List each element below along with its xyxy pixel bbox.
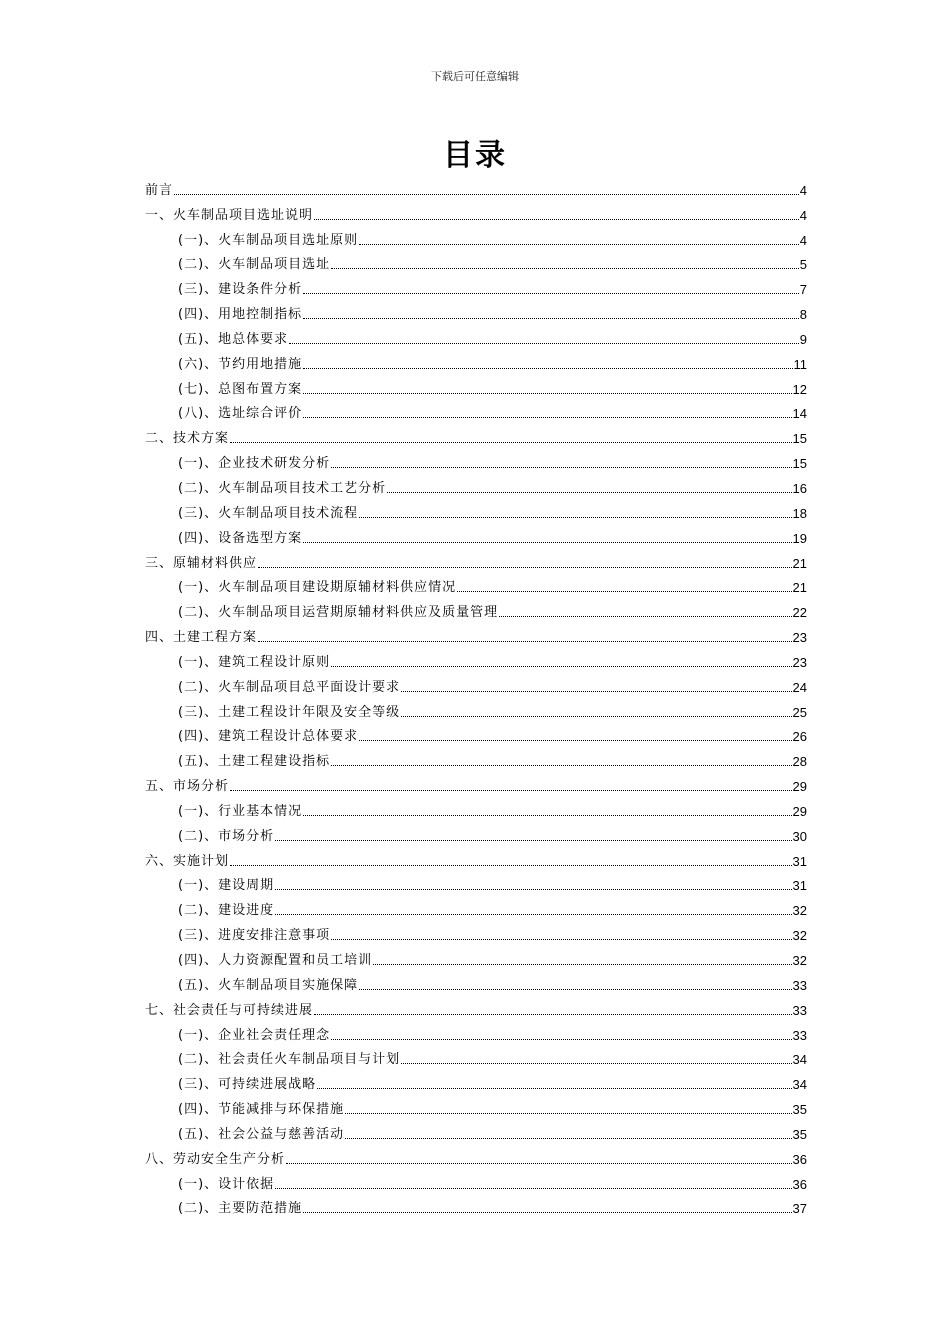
toc-entry[interactable] <box>145 1118 807 1143</box>
toc-entry-page-number: 32 <box>792 928 807 944</box>
toc-entry[interactable] <box>145 323 807 348</box>
toc-entry[interactable] <box>145 174 807 199</box>
toc-entry-label: 七、社会责任与可持续进展 <box>145 1002 314 1018</box>
toc-entry-label: (三)、建设条件分析 <box>178 282 303 298</box>
toc-entry[interactable] <box>145 994 807 1019</box>
toc-entry[interactable] <box>145 497 807 522</box>
toc-dot-leader <box>457 591 791 592</box>
toc-entry-label: (二)、火车制品项目总平面设计要求 <box>178 679 401 695</box>
toc-dot-leader <box>230 442 792 443</box>
toc-entry-label: (二)、主要防范措施 <box>178 1201 303 1217</box>
toc-entry-page-number: 32 <box>792 903 807 919</box>
toc-entry-page-number: 37 <box>792 1201 807 1217</box>
toc-entry-page-number: 31 <box>792 878 807 894</box>
toc-entry[interactable] <box>145 1044 807 1069</box>
toc-entry-label: (一)、企业技术研发分析 <box>178 456 331 472</box>
toc-entry[interactable] <box>145 1168 807 1193</box>
toc-entry-page-number: 35 <box>792 1126 807 1142</box>
toc-dot-leader <box>314 219 799 220</box>
toc-entry[interactable] <box>145 1019 807 1044</box>
toc-dot-leader <box>303 417 791 418</box>
toc-entry[interactable] <box>145 621 807 646</box>
toc-entry-page-number: 4 <box>799 207 807 223</box>
toc-entry[interactable] <box>145 721 807 746</box>
toc-entry-label: (三)、进度安排注意事项 <box>178 928 331 944</box>
toc-entry-page-number: 22 <box>792 605 807 621</box>
toc-dot-leader <box>230 790 792 791</box>
toc-entry-label: (四)、用地控制指标 <box>178 307 303 323</box>
toc-entry-label: 五、市场分析 <box>145 779 230 795</box>
toc-dot-leader <box>258 567 792 568</box>
toc-dot-leader <box>275 1188 791 1189</box>
toc-dot-leader <box>331 939 791 940</box>
toc-entry-label: (八)、选址综合评价 <box>178 406 303 422</box>
toc-entry-page-number: 28 <box>792 754 807 770</box>
toc-entry-page-number: 15 <box>792 431 807 447</box>
toc-entry-page-number: 14 <box>792 406 807 422</box>
toc-entry[interactable] <box>145 1143 807 1168</box>
toc-dot-leader <box>373 964 791 965</box>
toc-entry-page-number: 19 <box>792 530 807 546</box>
toc-entry[interactable] <box>145 870 807 895</box>
toc-entry-page-number: 11 <box>793 356 807 372</box>
toc-entry-label: (一)、设计依据 <box>178 1176 275 1192</box>
toc-entry-label: (七)、总图布置方案 <box>178 381 303 397</box>
toc-entry-page-number: 33 <box>792 1002 807 1018</box>
toc-dot-leader <box>499 616 791 617</box>
page-header: 下载后可任意编辑 <box>431 70 519 83</box>
toc-dot-leader <box>286 1163 792 1164</box>
toc-entry-label: (一)、火车制品项目建设期原辅材料供应情况 <box>178 580 457 596</box>
toc-entry-label: 四、土建工程方案 <box>145 630 258 646</box>
toc-entry-page-number: 36 <box>792 1176 807 1192</box>
toc-dot-leader <box>230 865 792 866</box>
toc-entry-page-number: 7 <box>799 282 807 298</box>
toc-dot-leader <box>275 889 791 890</box>
toc-dot-leader <box>303 815 791 816</box>
toc-entry-page-number: 33 <box>792 1027 807 1043</box>
toc-entry[interactable] <box>145 522 807 547</box>
toc-entry-label: (二)、市场分析 <box>178 828 275 844</box>
toc-entry-label: 一、火车制品项目选址说明 <box>145 207 314 223</box>
toc-entry-page-number: 21 <box>792 580 807 596</box>
toc-entry-label: (四)、节能减排与环保措施 <box>178 1102 345 1118</box>
toc-entry-label: (二)、社会责任火车制品项目与计划 <box>178 1052 401 1068</box>
toc-entry[interactable] <box>145 1068 807 1093</box>
toc-entry-page-number: 34 <box>792 1052 807 1068</box>
toc-dot-leader <box>258 641 792 642</box>
toc-entry-label: (五)、火车制品项目实施保障 <box>178 977 359 993</box>
toc-entry-page-number: 26 <box>792 729 807 745</box>
toc-dot-leader <box>275 914 791 915</box>
toc-dot-leader <box>303 318 799 319</box>
toc-dot-leader <box>331 1039 791 1040</box>
toc-entry[interactable] <box>145 696 807 721</box>
toc-entry-page-number: 8 <box>799 307 807 323</box>
toc-dot-leader <box>359 244 799 245</box>
toc-entry-page-number: 29 <box>792 803 807 819</box>
toc-entry[interactable] <box>145 273 807 298</box>
toc-entry-page-number: 25 <box>792 704 807 720</box>
toc-entry-label: (四)、设备选型方案 <box>178 530 303 546</box>
toc-entry-label: (三)、土建工程设计年限及安全等级 <box>178 704 401 720</box>
toc-entry-page-number: 18 <box>792 505 807 521</box>
toc-entry-page-number: 36 <box>792 1151 807 1167</box>
toc-entry-page-number: 35 <box>792 1102 807 1118</box>
toc-entry[interactable] <box>145 795 807 820</box>
toc-entry-page-number: 15 <box>792 456 807 472</box>
toc-entry-label: 三、原辅材料供应 <box>145 555 258 571</box>
toc-dot-leader <box>345 1113 791 1114</box>
toc-dot-leader <box>331 467 791 468</box>
toc-dot-leader <box>359 989 791 990</box>
table-of-contents <box>145 174 807 1217</box>
toc-entry-label: (五)、地总体要求 <box>178 331 289 347</box>
toc-entry[interactable] <box>145 298 807 323</box>
toc-entry[interactable] <box>145 944 807 969</box>
toc-dot-leader <box>275 840 791 841</box>
toc-dot-leader <box>314 1014 792 1015</box>
toc-entry-label: (一)、企业社会责任理念 <box>178 1027 331 1043</box>
toc-dot-leader <box>345 1138 791 1139</box>
toc-entry[interactable] <box>145 447 807 472</box>
toc-entry-page-number: 9 <box>799 331 807 347</box>
toc-entry[interactable] <box>145 348 807 373</box>
toc-entry-page-number: 31 <box>792 853 807 869</box>
toc-dot-leader <box>331 268 799 269</box>
toc-entry[interactable] <box>145 472 807 497</box>
toc-entry-page-number: 4 <box>799 182 807 198</box>
toc-entry-label: (五)、社会公益与慈善活动 <box>178 1126 345 1142</box>
toc-dot-leader <box>174 194 799 195</box>
toc-entry-label: (四)、人力资源配置和员工培训 <box>178 953 373 968</box>
toc-entry[interactable] <box>145 770 807 795</box>
toc-entry-page-number: 34 <box>792 1077 807 1093</box>
toc-dot-leader <box>303 1212 791 1213</box>
toc-entry-label: (二)、火车制品项目技术工艺分析 <box>178 480 387 496</box>
toc-dot-leader <box>401 1063 791 1064</box>
page-title: 目录 <box>443 138 507 173</box>
toc-dot-leader <box>331 666 791 667</box>
toc-dot-leader <box>303 293 799 294</box>
toc-entry-label: (三)、可持续进展战略 <box>178 1077 317 1093</box>
toc-entry-label: (二)、建设进度 <box>178 903 275 919</box>
toc-dot-leader <box>303 393 791 394</box>
toc-entry-label: 八、劳动安全生产分析 <box>145 1151 286 1167</box>
toc-entry-label: (一)、建筑工程设计原则 <box>178 654 331 670</box>
toc-dot-leader <box>331 765 791 766</box>
toc-entry[interactable] <box>145 1093 807 1118</box>
toc-entry-page-number: 23 <box>792 654 807 670</box>
toc-entry-label: 前言 <box>145 182 174 198</box>
toc-entry[interactable] <box>145 422 807 447</box>
toc-entry[interactable] <box>145 646 807 671</box>
toc-entry-label: (三)、火车制品项目技术流程 <box>178 505 359 521</box>
toc-entry[interactable] <box>145 199 807 224</box>
toc-entry-page-number: 16 <box>792 480 807 496</box>
toc-entry-page-number: 4 <box>799 232 807 248</box>
toc-entry[interactable] <box>145 1193 807 1218</box>
toc-dot-leader <box>359 740 791 741</box>
toc-entry[interactable] <box>145 596 807 621</box>
toc-entry[interactable] <box>145 969 807 994</box>
toc-dot-leader <box>303 542 791 543</box>
toc-entry-label: (二)、火车制品项目运营期原辅材料供应及质量管理 <box>178 605 499 621</box>
toc-entry[interactable] <box>145 671 807 696</box>
toc-entry-label: (五)、土建工程建设指标 <box>178 754 331 770</box>
toc-dot-leader <box>401 691 791 692</box>
toc-entry[interactable] <box>145 373 807 398</box>
toc-entry-label: (六)、节约用地措施 <box>178 356 303 372</box>
toc-dot-leader <box>359 517 791 518</box>
toc-entry-label: (四)、建筑工程设计总体要求 <box>178 729 359 745</box>
toc-entry[interactable] <box>145 894 807 919</box>
toc-dot-leader <box>303 368 792 369</box>
toc-entry[interactable] <box>145 398 807 423</box>
toc-entry-page-number: 23 <box>792 630 807 646</box>
toc-entry-label: 六、实施计划 <box>145 853 230 869</box>
toc-entry-label: 二、技术方案 <box>145 431 230 447</box>
toc-entry-page-number: 12 <box>792 381 807 397</box>
toc-entry[interactable] <box>145 547 807 572</box>
toc-dot-leader <box>289 343 799 344</box>
toc-entry[interactable] <box>145 572 807 597</box>
toc-entry-page-number: 24 <box>792 679 807 695</box>
toc-entry[interactable] <box>145 224 807 249</box>
toc-entry[interactable] <box>145 249 807 274</box>
toc-entry-label: (二)、火车制品项目选址 <box>178 257 331 273</box>
toc-entry-page-number: 5 <box>799 257 807 273</box>
toc-entry-page-number: 30 <box>792 828 807 844</box>
toc-entry[interactable] <box>145 845 807 870</box>
toc-entry[interactable] <box>145 745 807 770</box>
toc-entry[interactable] <box>145 820 807 845</box>
toc-entry[interactable] <box>145 919 807 944</box>
toc-entry-page-number: 21 <box>792 555 807 571</box>
toc-dot-leader <box>317 1088 791 1089</box>
toc-dot-leader <box>387 492 791 493</box>
toc-entry-label: (一)、火车制品项目选址原则 <box>178 232 359 248</box>
toc-dot-leader <box>401 716 791 717</box>
toc-entry-page-number: 32 <box>792 953 807 968</box>
toc-entry-page-number: 33 <box>792 977 807 993</box>
toc-entry-page-number: 29 <box>792 779 807 795</box>
toc-entry-label: (一)、行业基本情况 <box>178 803 303 819</box>
toc-entry-label: (一)、建设周期 <box>178 878 275 894</box>
